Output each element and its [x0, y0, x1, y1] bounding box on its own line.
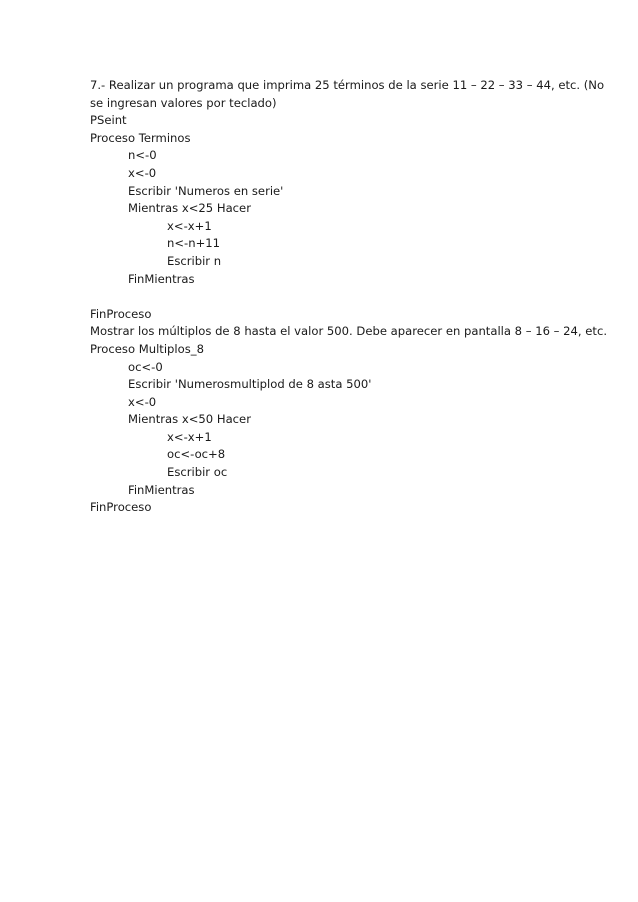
program1-loop-line: n<-n+11	[167, 236, 221, 251]
program1-loop-line: x<-x+1	[167, 218, 212, 233]
exercise2-statement: Mostrar los múltiplos de 8 hasta el valor 500. Debe aparecer en pantalla 8 – 16 – 24, etc.	[90, 324, 608, 339]
program1-loop-header: Mientras x<25 Hacer	[128, 201, 251, 216]
program1-loop-line: Escribir n	[167, 253, 222, 268]
program1-line: Escribir 'Numeros en serie'	[128, 183, 284, 198]
program1-line: n<-0	[128, 148, 157, 163]
program1-end-loop: FinMientras	[128, 271, 195, 286]
program2-line: x<-0	[128, 394, 157, 409]
pseint-label: PSeint	[90, 113, 127, 128]
exercise-heading-line-2: se ingresan valores por teclado)	[90, 95, 277, 110]
program2-loop-line: oc<-oc+8	[167, 447, 226, 462]
program1-header: Proceso Terminos	[90, 130, 191, 145]
blank-line	[90, 288, 560, 306]
program2-end-loop: FinMientras	[128, 482, 195, 497]
program2-line: oc<-0	[128, 359, 163, 374]
program2-end: FinProceso	[90, 500, 152, 515]
program2-loop-line: x<-x+1	[167, 429, 212, 444]
program2-header: Proceso Multiplos_8	[90, 341, 204, 356]
exercise-heading-line-1: 7.- Realizar un programa que imprima 25 términos de la serie 11 – 22 – 33 – 44, etc. (No	[90, 78, 605, 92]
program1-end: FinProceso	[90, 306, 152, 321]
document-page	[90, 77, 608, 517]
program1-line: x<-0	[128, 165, 157, 180]
program2-line: Escribir 'Numerosmultiplod de 8 asta 500'	[128, 377, 372, 392]
program2-loop-line: Escribir oc	[167, 465, 228, 480]
program2-loop-header: Mientras x<50 Hacer	[128, 412, 251, 427]
